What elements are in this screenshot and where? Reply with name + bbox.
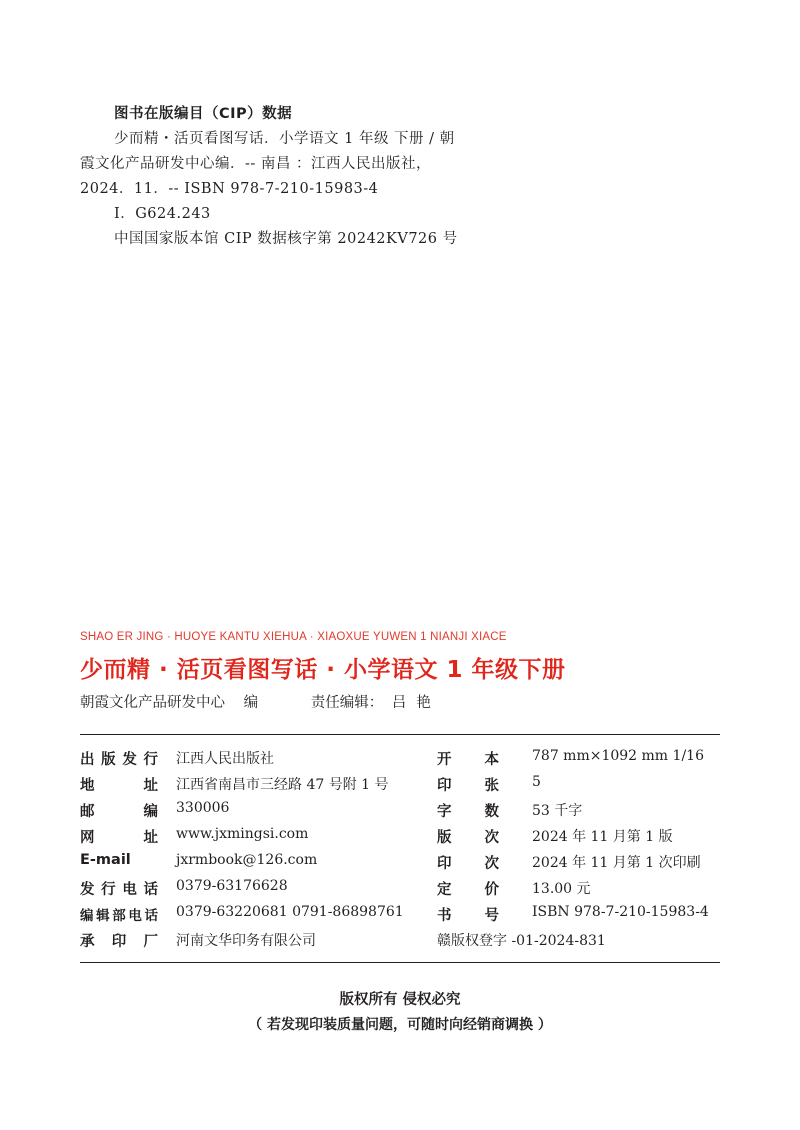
- info-label: 出版发行: [80, 752, 158, 768]
- info-value: 0379-63176628: [176, 878, 288, 894]
- info-value: jxrmbook@126.com: [176, 852, 318, 868]
- info-label-right: 字数: [437, 804, 499, 820]
- info-value-right: 13.00 元: [532, 881, 591, 897]
- credits: [80, 691, 441, 712]
- info-row: [80, 770, 730, 796]
- quality-notice: （ 若发现印装质量问题，可随时向经销商调换 ）: [248, 1017, 552, 1033]
- info-row: [80, 900, 730, 926]
- cip-line-1: 少而精・活页看图写话．小学语文 1 年级 下册 / 朝: [114, 131, 455, 147]
- cip-title: 图书在版编目（CIP）数据: [114, 106, 293, 122]
- responsible-editor-label: 责任编辑：: [310, 695, 384, 711]
- cip-line-3: 2024．11．-- ISBN 978-7-210-15983-4: [80, 181, 379, 197]
- info-label: 邮编: [80, 804, 158, 820]
- info-row: [80, 796, 730, 822]
- info-label-right: 印次: [437, 856, 499, 872]
- info-value: 河南文华印务有限公司: [176, 933, 316, 949]
- info-row: [80, 926, 730, 952]
- romanized-title: SHAO ER JING · HUOYE KANTU XIEHUA · XIAOXUE YUWEN 1 NIANJI XIACE: [80, 631, 507, 643]
- info-row: [80, 744, 730, 770]
- info-label-right: 开本: [437, 752, 499, 768]
- divider-bottom: [80, 962, 720, 963]
- cip-line-2: 霞文化产品研发中心编．-- 南昌 ：江西人民出版社，: [80, 156, 432, 172]
- info-label: 承印厂: [80, 934, 158, 950]
- info-label: 地址: [80, 778, 158, 794]
- info-row: [80, 822, 730, 848]
- info-value-right: 787 mm×1092 mm 1/16: [532, 748, 704, 764]
- info-value-right: 53 千字: [532, 803, 583, 819]
- info-label-right: 版次: [437, 830, 499, 846]
- info-label: E-mail: [80, 852, 131, 868]
- info-value-right: ISBN 978-7-210-15983-4: [532, 904, 709, 920]
- book-title: 少而精 · 活页看图写话 · 小学语文 1 年级下册: [80, 657, 566, 683]
- info-row: [80, 848, 730, 874]
- info-value-right: 2024 年 11 月第 1 次印刷: [532, 855, 701, 871]
- info-row: [80, 874, 730, 900]
- info-value-right: 5: [532, 774, 541, 790]
- info-value: 江西人民出版社: [176, 751, 274, 767]
- copyright-registration: 赣版权登字 -01-2024-831: [437, 933, 606, 949]
- info-label-right: 定价: [437, 882, 499, 898]
- info-value-right: 2024 年 11 月第 1 版: [532, 829, 673, 845]
- info-label-right: 书号: [437, 908, 499, 924]
- editor-role: 编: [243, 695, 259, 711]
- info-label: 网址: [80, 830, 158, 846]
- editor-org: 朝霞文化产品研发中心: [80, 695, 225, 711]
- info-value: 0379-63220681 0791-86898761: [176, 904, 404, 920]
- cip-block: [80, 102, 458, 252]
- publication-info: [80, 744, 730, 952]
- info-label: 发行电话: [80, 882, 158, 898]
- cip-line-5: 中国国家版本馆 CIP 数据核字第 20242KV726 号: [114, 231, 458, 247]
- info-value: 330006: [176, 800, 230, 816]
- info-label-right: 印张: [437, 778, 499, 794]
- responsible-editor: 吕艳: [391, 695, 441, 711]
- info-value: 江西省南昌市三经路 47 号附 1 号: [176, 777, 389, 793]
- divider-top: [80, 734, 720, 735]
- cip-line-4: Ⅰ．G624.243: [114, 206, 211, 222]
- info-label: 编辑部电话: [80, 908, 158, 924]
- rights-statement: 版权所有 侵权必究: [339, 992, 461, 1008]
- info-value: www.jxmingsi.com: [176, 826, 309, 842]
